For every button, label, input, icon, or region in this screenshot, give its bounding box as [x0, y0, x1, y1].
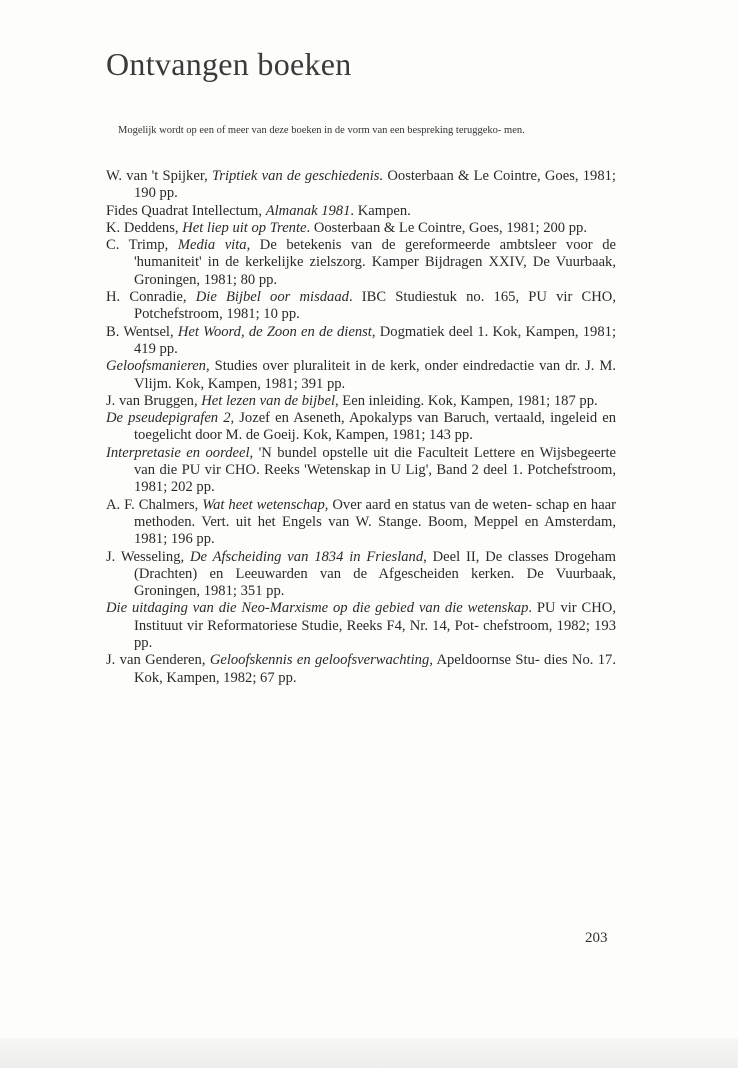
page-bottom-edge	[0, 1038, 738, 1068]
book-entry: J. van Bruggen, Het lezen van de bijbel, Een inleiding. Kok, Kampen, 1981; 187 pp.	[106, 392, 598, 409]
book-entry: De pseudepigrafen 2, Jozef en Aseneth, Apokalyps van Baruch, vertaald, ingeleid en toegelicht door M. de Goeij. Kok, Kampen, 1981; 143 pp.	[106, 410, 616, 444]
book-title: Het Woord, de Zoon en de dienst	[177, 323, 372, 340]
book-title: Het liep uit op Trente	[182, 219, 307, 236]
book-title: De Afscheiding van 1834 in Friesland	[190, 548, 424, 565]
book-title: De pseudepigrafen 2	[106, 410, 231, 427]
book-title: Die Bijbel oor misdaad	[195, 289, 349, 306]
book-entry: W. van 't Spijker, Triptiek van de geschiedenis. Oosterbaan & Le Cointre, Goes, 1981; 190 pp.	[106, 168, 616, 202]
intro-note: Mogelijk wordt op een of meer van deze boeken in de vorm van een bespreking teruggeko- men.	[118, 125, 525, 136]
book-entry: C. Trimp, Media vita, De betekenis van de gereformeerde ambtsleer voor de 'humaniteit' in de kerkelijke zielszorg. Kamper Bijdragen XXIV, De Vuurbaak, Groningen, 1981; 80 pp.	[106, 237, 616, 288]
received-books-list	[106, 168, 616, 687]
book-entry: K. Deddens, Het liep uit op Trente. Oosterbaan & Le Cointre, Goes, 1981; 200 pp.	[106, 219, 587, 236]
book-title: Almanak 1981	[265, 202, 351, 219]
book-title: Triptiek van de geschiedenis.	[211, 168, 384, 184]
book-title: Wat heet wetenschap	[202, 496, 325, 513]
book-title: Geloofskennis en geloofsverwachting	[209, 652, 430, 669]
book-entry: A. F. Chalmers, Wat heet wetenschap, Over aard en status van de weten- schap en haar methoden. Vert. uit het Engels van W. Stange. Boom, Meppel en Amsterdam, 1981; 196 pp.	[106, 496, 617, 548]
book-title: Media vita	[177, 237, 247, 254]
page-title: Ontvangen boeken	[106, 46, 352, 82]
book-title: Geloofsmanieren	[106, 358, 206, 375]
book-title: Die uitdaging van die Neo-Marxisme op die gebied van die wetenskap	[106, 600, 529, 617]
book-entry: Geloofsmanieren, Studies over pluraliteit in de kerk, onder eindredactie van dr. J. M. Vlijm. Kok, Kampen, 1981; 391 pp.	[106, 358, 616, 392]
book-entry: B. Wentsel, Het Woord, de Zoon en de dienst, Dogmatiek deel 1. Kok, Kampen, 1981; 419 pp.	[106, 323, 616, 357]
book-title: Interpretasie en oordeel	[106, 444, 250, 461]
book-entry: J. Wesseling, De Afscheiding van 1834 in Friesland, Deel II, De classes Drogeham (Drachten) en Leeuwarden van de Afgescheiden kerken. De Vuurbaak, Groningen, 1981; 351 pp.	[106, 548, 616, 600]
page-number: 203	[585, 930, 608, 946]
book-entry: J. van Genderen, Geloofskennis en geloofsverwachting, Apeldoornse Stu- dies No. 17. Kok, Kampen, 1982; 67 pp.	[106, 652, 616, 686]
book-entry: Fides Quadrat Intellectum, Almanak 1981. Kampen.	[106, 202, 411, 219]
book-title: Het lezen van de bijbel	[201, 392, 335, 409]
book-entry: H. Conradie, Die Bijbel oor misdaad. IBC Studiestuk no. 165, PU vir CHO, Potchefstroom, 1981; 10 pp.	[106, 289, 616, 323]
book-entry: Interpretasie en oordeel, 'N bundel opstelle uit die Faculteit Lettere en Wijsbegeerte van die PU vir CHO. Reeks 'Wetenskap in U Lig', Band 2 deel 1. Potchefstroom, 1981; 202 pp.	[106, 444, 616, 496]
book-entry: Die uitdaging van die Neo-Marxisme op die gebied van die wetenskap. PU vir CHO, Instituut vir Reformatoriese Studie, Reeks F4, Nr. 14, Pot- chefstroom, 1982; 193 pp.	[106, 600, 616, 652]
